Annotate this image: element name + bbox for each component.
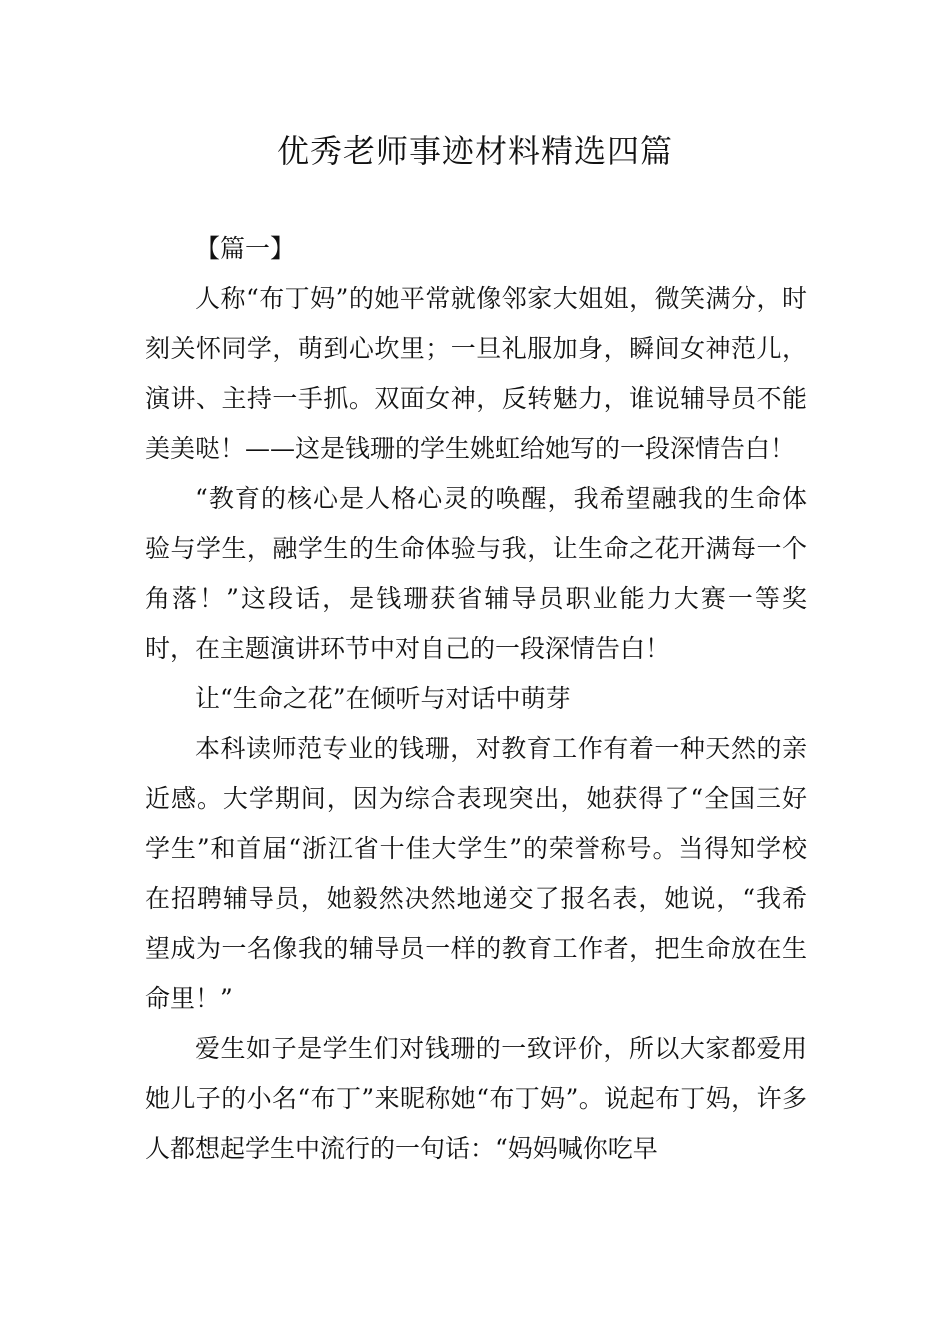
paragraph: 人称“布丁妈”的她平常就像邻家大姐姐，微笑满分，时刻关怀同学，萌到心坎里；一旦礼服加身，瞬间女神范儿，演讲、主持一手抓。双面女神，反转魅力，谁说辅导员不能美美哒！——这是钱珊的学生姚虹给她写的一段深情告白！: [145, 284, 807, 463]
section-heading: 【篇一】: [195, 234, 296, 263]
paragraph: 本科读师范专业的钱珊，对教育工作有着一种天然的亲近感。大学期间，因为综合表现突出，她获得了“全国三好学生”和首届“浙江省十佳大学生”的荣誉称号。当得知学校在招聘辅导员，她毅然决然地递交了报名表，她说，“我希望成为一名像我的辅导员一样的教育工作者，把生命放在生命里！”: [145, 734, 807, 1013]
subheading: 让“生命之花”在倾听与对话中萌芽: [195, 684, 571, 713]
document-body: [145, 224, 807, 1174]
paragraph: “教育的核心是人格心灵的唤醒，我希望融我的生命体验与学生，融学生的生命体验与我，让生命之花开满每一个角落！”这段话，是钱珊获省辅导员职业能力大赛一等奖时，在主题演讲环节中对自己的一段深情告白！: [145, 484, 807, 663]
paragraph: 爱生如子是学生们对钱珊的一致评价，所以大家都爱用她儿子的小名“布丁”来昵称她“布丁妈”。说起布丁妈，许多人都想起学生中流行的一句话：“妈妈喊你吃早: [145, 1034, 807, 1163]
document-title: 优秀老师事迹材料精选四篇: [276, 132, 673, 170]
